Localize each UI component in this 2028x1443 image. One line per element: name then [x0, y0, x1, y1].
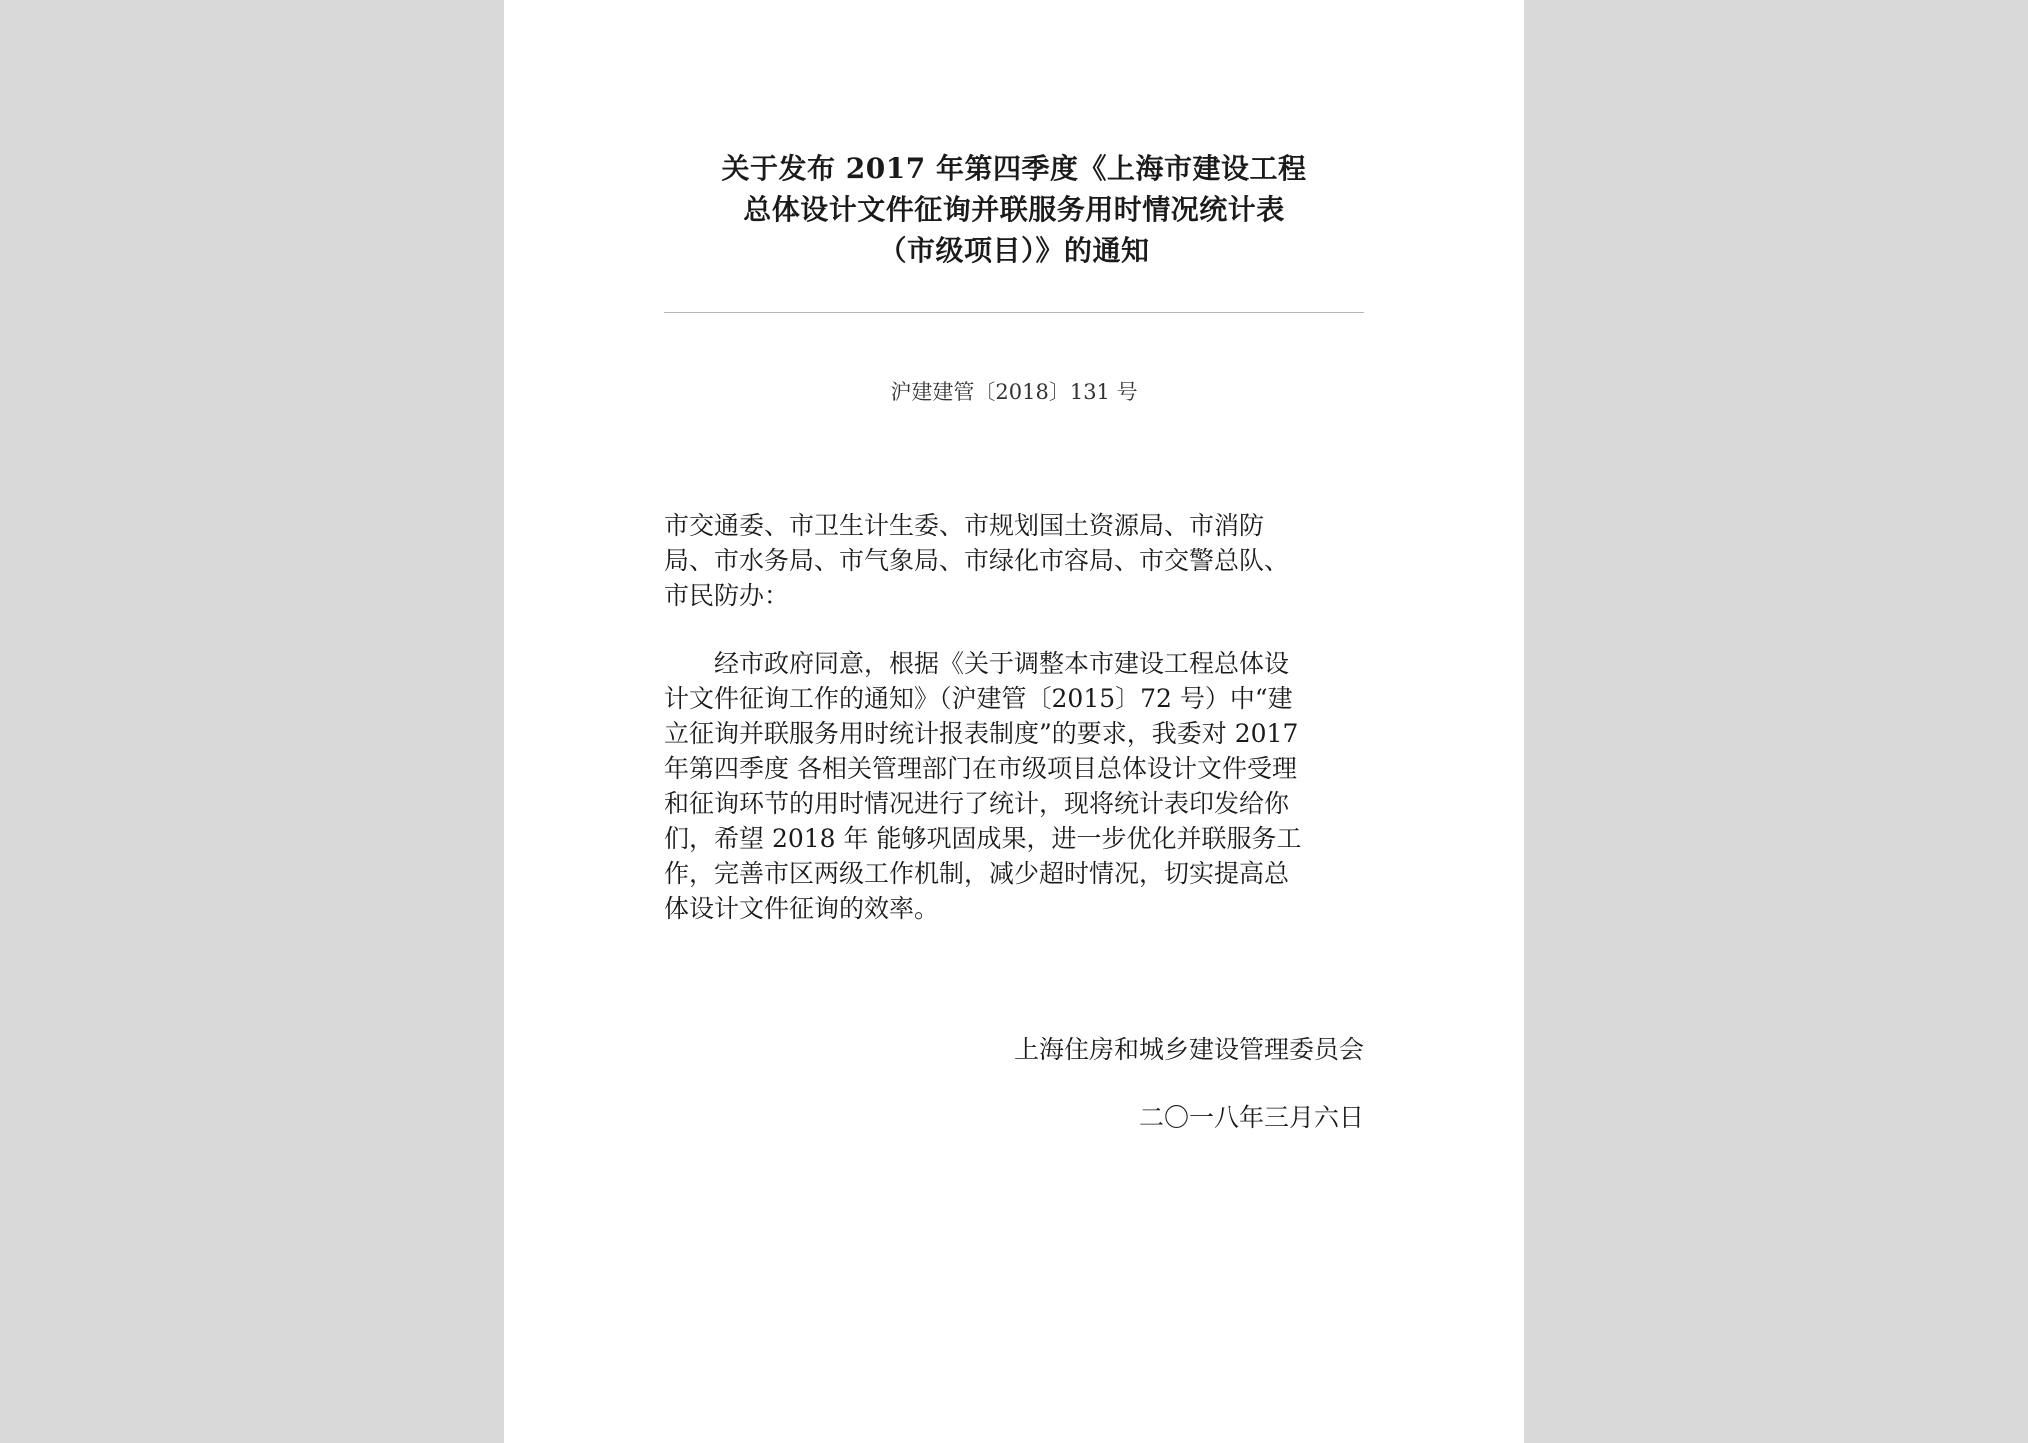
body-line: 作，完善市区两级工作机制，减少超时情况，切实提高总 — [664, 859, 1290, 888]
body-line: 年第四季度 各相关管理部门在市级项目总体设计文件受理 — [664, 754, 1297, 783]
body-line: 计文件征询工作的通知》（沪建管〔2015〕72 号）中“建 — [664, 684, 1293, 713]
document-number: 沪建建管〔2018〕131 号 — [890, 380, 1138, 404]
addressee-line: 局、市水务局、市气象局、市绿化市容局、市交警总队、 — [664, 546, 1290, 575]
issue-date: 二〇一八年三月六日 — [1138, 1103, 1364, 1132]
body-line: 和征询环节的用时情况进行了统计，现将统计表印发给你 — [664, 789, 1290, 818]
body-line: 们，希望 2018 年 能够巩固成果，进一步优化并联服务工 — [664, 824, 1302, 853]
addressee-line: 市民防办： — [664, 581, 790, 610]
issuer-signature: 上海住房和城乡建设管理委员会 — [1013, 1035, 1364, 1064]
title-line-3: （市级项目）》的通知 — [878, 234, 1150, 267]
addressee-block — [664, 508, 1364, 613]
body-paragraph — [664, 646, 1364, 926]
body-line: 经市政府同意，根据《关于调整本市建设工程总体设 — [664, 649, 1290, 678]
addressee-line: 市交通委、市卫生计生委、市规划国土资源局、市消防 — [664, 511, 1265, 540]
body-line: 体设计文件征询的效率。 — [664, 894, 940, 923]
title-divider — [664, 312, 1364, 313]
body-line: 立征询并联服务用时统计报表制度”的要求，我委对 2017 — [664, 719, 1299, 748]
title-line-2: 总体设计文件征询并联服务用时情况统计表 — [743, 193, 1285, 226]
document-page — [504, 0, 1524, 1443]
document-title — [504, 148, 1524, 271]
title-line-1: 关于发布 2017 年第四季度《上海市建设工程 — [721, 152, 1307, 185]
